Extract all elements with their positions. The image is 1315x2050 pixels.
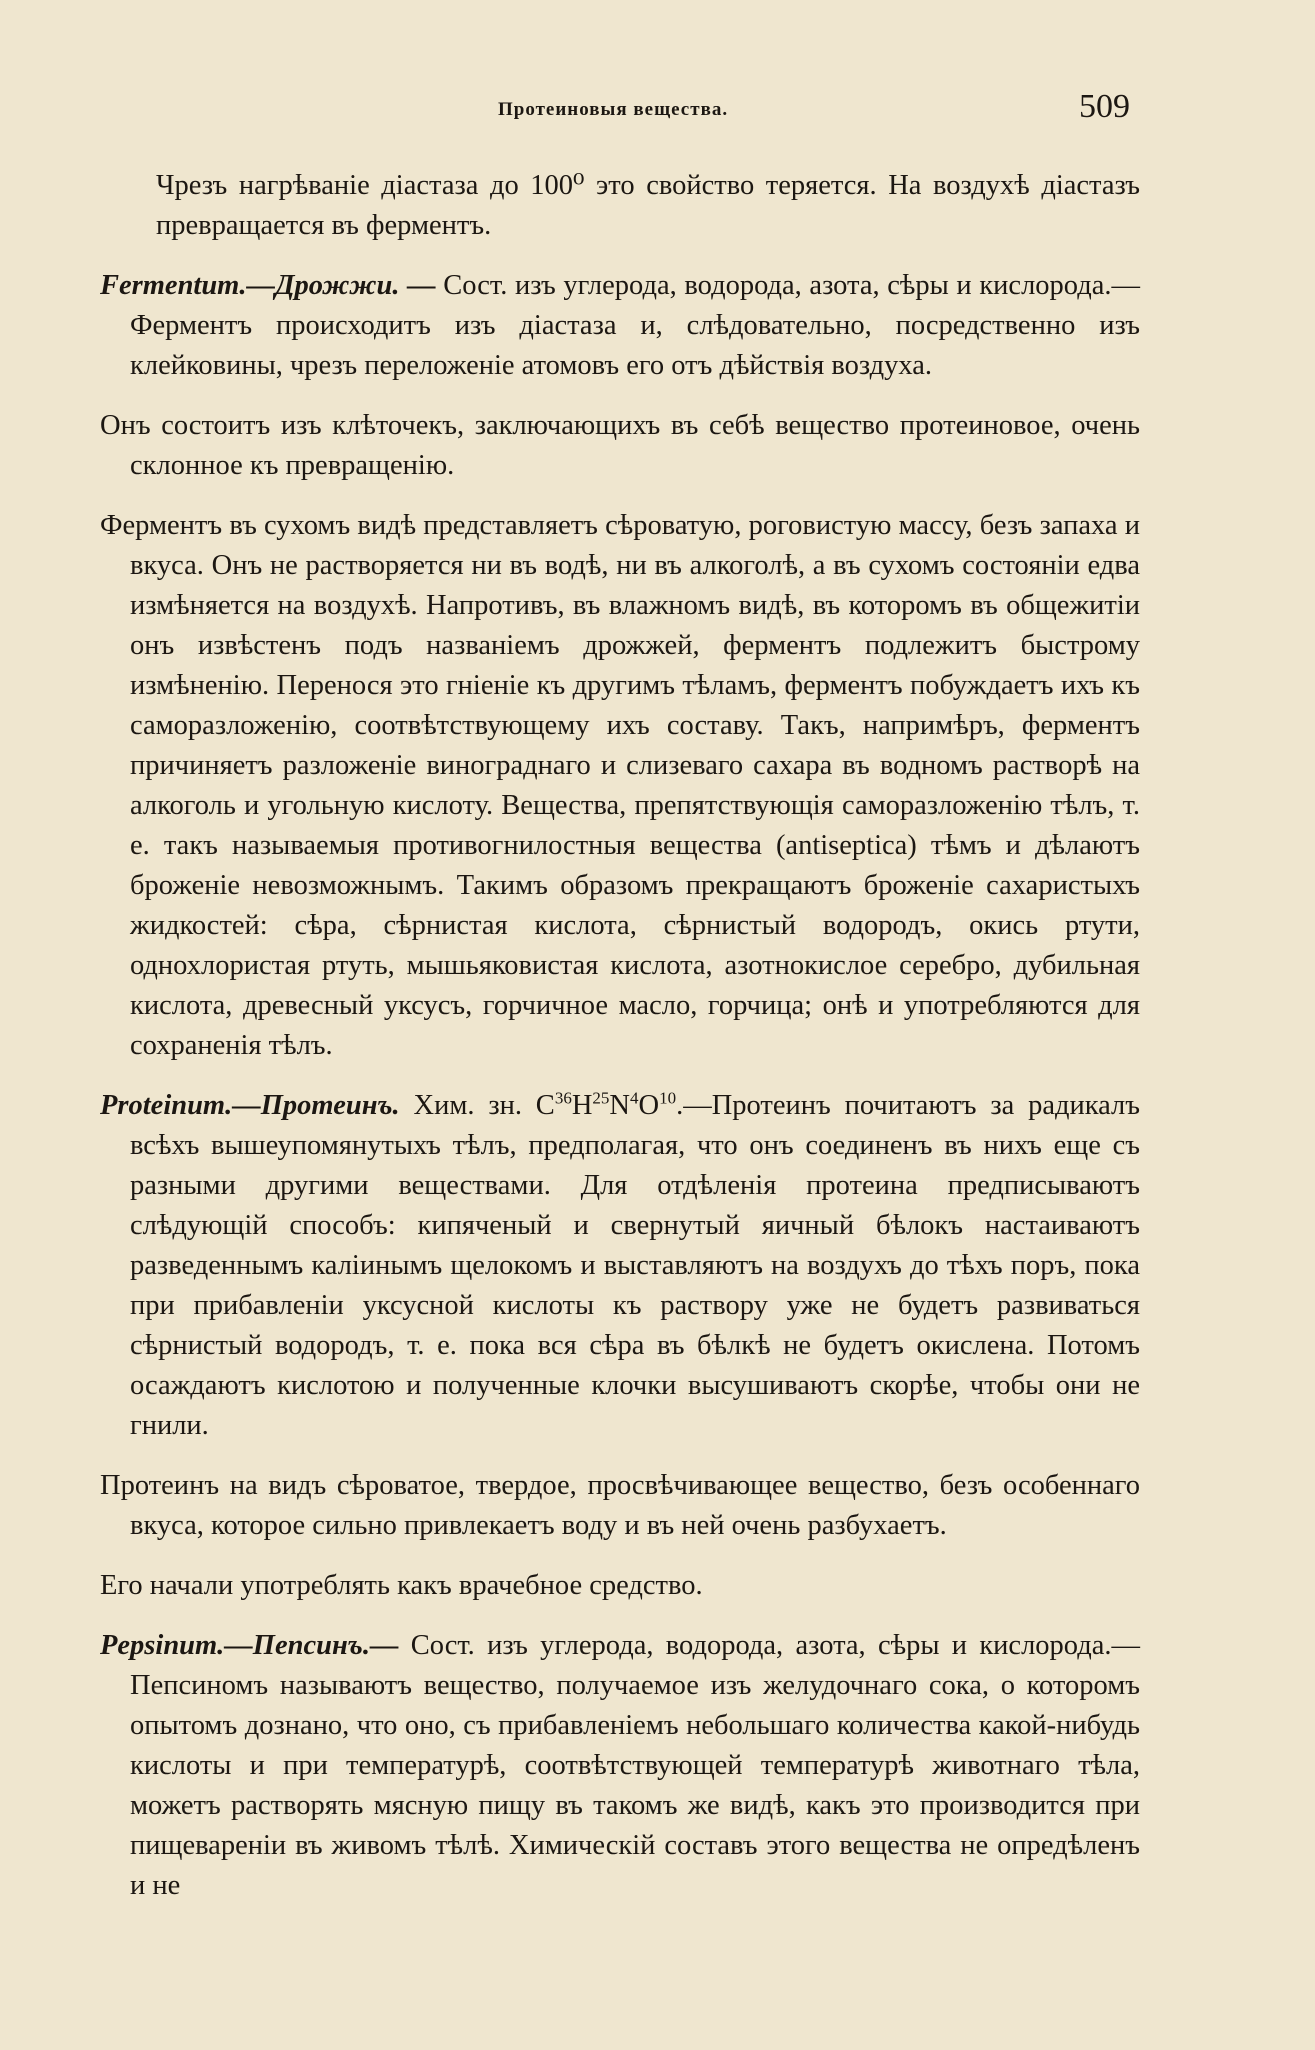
paragraph-protein-use: Его начали употреблять какъ врачебное средство. xyxy=(100,1570,703,1601)
entry-proteinum: Proteinum.—Протеинъ. Хим. зн. $C^{36}H^{25}N^4O^{10}.—Протеинъ$ почитаютъ за радикалъ всѣхъ вышеупомянутыхъ тѣлъ, предполагая, что онъ соединенъ въ нихъ еще съ разными другими веществами. Для отдѣленія протеина предписываютъ слѣдующій способъ: кипяченый и свернутый яичный бѣлокъ настаиваютъ разведеннымъ каліинымъ щелокомъ и выставляютъ на воздухъ до тѣхъ поръ, пока при прибавленіи уксусной кислоты къ раствору уже не будетъ развиваться сѣрнистый водородъ, т. е. пока вся сѣра въ бѣлкѣ не будетъ окислена. Потомъ осаждаютъ кислотою и полученные клочки высушиваютъ скорѣе, чтобы они не гнили. xyxy=(100,1088,1141,1441)
entry-text: Сост. изъ углерода, водорода, азота, сѣры и кислорода.—Пепсиномъ называютъ вещество, получаемое изъ желудочнаго сока, о которомъ опытомъ дознано, что оно, съ прибавленіемъ небольшаго количества какой-нибудь кислоты и при температурѣ, соотвѣтствующей температурѣ животнаго тѣла, можетъ растворять мясную пищу въ такомъ же видѣ, какъ это производится при пищевареніи въ живомъ тѣлѣ. Химическій составъ этого вещества не опредѣленъ и не xyxy=(130,1630,1140,1901)
entry-heading: Fermentum.—Дрожжи. — xyxy=(100,270,436,301)
entry-text: .—Протеинъ почитаютъ за радикалъ всѣхъ вышеупомянутыхъ тѣлъ, предполагая, что онъ соединенъ въ нихъ еще съ разными другими веществами. Для отдѣленія протеина предписываютъ слѣдующій способъ: кипяченый и свернутый яичный бѣлокъ настаиваютъ разведеннымъ каліинымъ щелокомъ и выставляютъ на воздухъ до тѣхъ поръ, пока при прибавленіи уксусной кислоты къ раствору уже не будетъ развиваться сѣрнистый водородъ, т. е. пока вся сѣра въ бѣлкѣ не будетъ окислена. Потомъ осаждаютъ кислотою и полученные клочки высушиваютъ скорѣе, чтобы они не гнили. xyxy=(130,1090,1141,1441)
entry-fermentum xyxy=(100,266,1140,386)
paragraph-ferment-dry: Ферментъ въ сухомъ видѣ представляетъ сѣроватую, роговистую массу, безъ запаха и вкуса. Онъ не растворяется ни въ водѣ, ни въ алкоголѣ, а въ сухомъ состояніи едва измѣняется на воздухѣ. Напротивъ, въ влажномъ видѣ, въ которомъ въ общежитіи онъ извѣстенъ подъ названіемъ дрожжей, ферментъ подлежитъ быстрому измѣненію. Перенося это гніеніе къ другимъ тѣламъ, ферментъ побуждаетъ ихъ къ саморазложенію, соотвѣтствующему ихъ составу. Такъ, напримѣръ, ферментъ причиняетъ разложеніе винограднаго и слизеваго сахара въ водномъ растворѣ на алкоголь и угольную кислоту. Вещества, препятствующія саморазложенію тѣлъ, т. е. такъ называемыя противогнилостныя вещества (antiseptica) тѣмъ и дѣлаютъ броженіе невозможнымъ. Такимъ образомъ прекращаютъ броженіе сахаристыхъ жидкостей: сѣра, сѣрнистая кислота, сѣрнистый водородъ, окись ртути, однохлористая ртуть, мышьяковистая кислота, азотнокислое серебро, дубильная кислота, древесный уксусъ, горчичное масло, горчица; онѣ и употребляются для сохраненія тѣлъ. xyxy=(100,510,1140,1061)
paragraph-ferment-cells: Онъ состоитъ изъ клѣточекъ, заключающихъ въ себѣ вещество протеиновое, очень склонное къ превращенію. xyxy=(100,410,1140,481)
page-number: 509 xyxy=(1079,88,1130,125)
paragraph-protein-appearance: Протеинъ на видъ сѣроватое, твердое, просвѣчивающее вещество, безъ особеннаго вкуса, которое сильно привлекаетъ воду и въ ней очень разбухаетъ. xyxy=(100,1470,1140,1541)
running-head: Протеиновыя вещества. xyxy=(498,99,729,120)
body-text xyxy=(100,166,1140,1906)
entry-text: Сост. изъ углерода, водорода, азота, сѣры и кислорода.—Ферментъ происходитъ изъ діастаза и, слѣдовательно, посредственно изъ клейковины, чрезъ переложеніе атомовъ его отъ дѣйствія воздуха. xyxy=(130,270,1141,381)
paragraph-diastase-end: Чрезъ нагрѣваніе діастаза до 100⁰ это свойство теряется. На воздухѣ діастазъ превращается въ ферментъ. xyxy=(156,170,1140,241)
entry-heading: Proteinum.—Протеинъ. xyxy=(100,1090,400,1121)
entry-pepsinum xyxy=(100,1626,1140,1906)
entry-heading: Pepsinum.—Пепсинъ.— xyxy=(100,1630,399,1661)
